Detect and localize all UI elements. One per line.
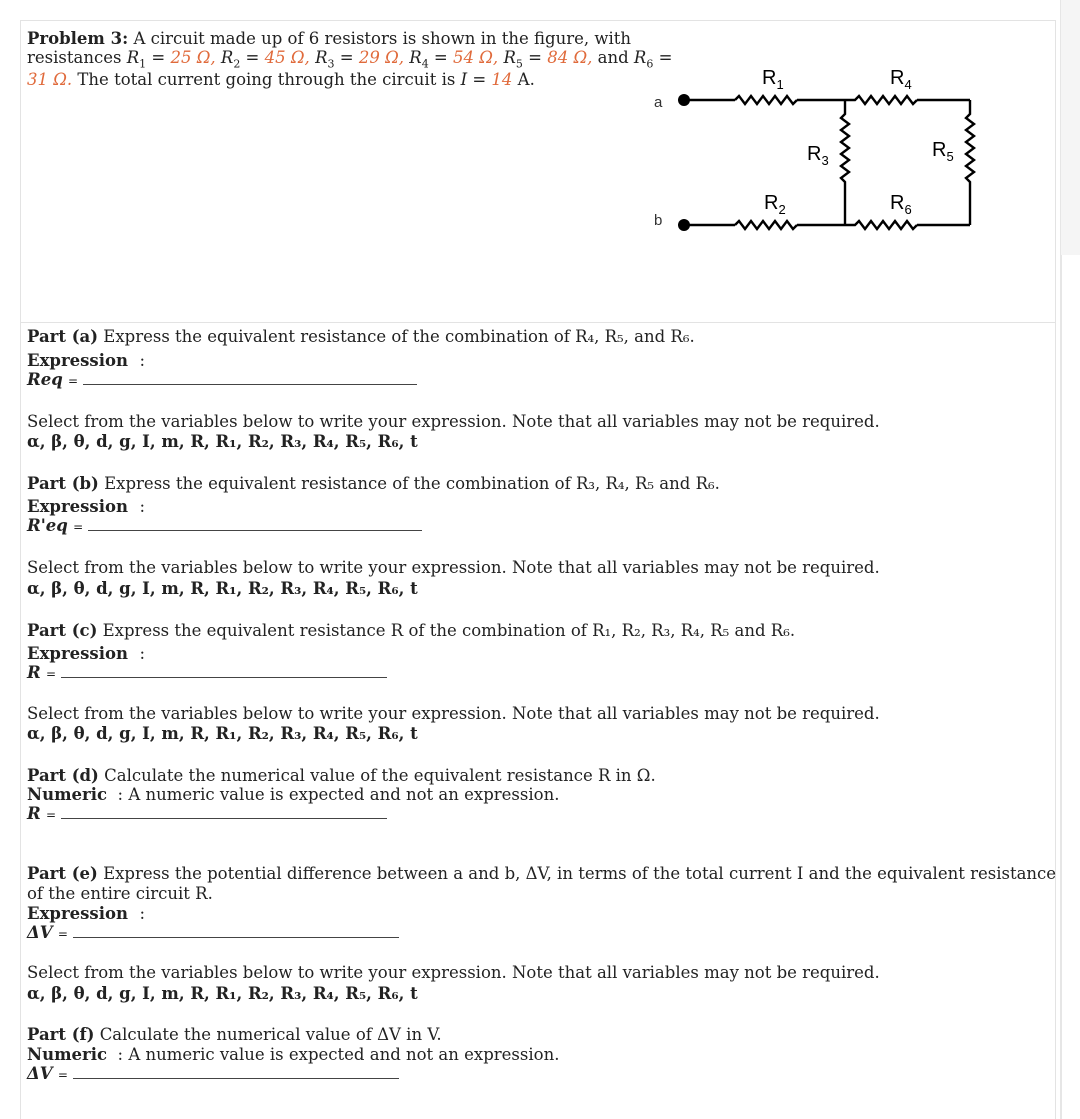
- part-d-question: Part (d) Calculate the numerical value of the equivalent resistance R in Ω.: [27, 766, 656, 785]
- resistor-r6: [845, 221, 917, 229]
- part-e-answer-row: ΔV =: [27, 922, 399, 945]
- part-a-note: Select from the variables below to write your expression. Note that all variables may not be required.: [27, 412, 880, 431]
- part-e-type: Expression :: [27, 904, 146, 923]
- node-a-label: a: [654, 94, 663, 111]
- problem-heading: Problem 3:: [27, 29, 129, 48]
- r4-label: $R_4$: [890, 67, 912, 92]
- resistor-r1: [735, 96, 797, 104]
- part-a-question: Part (a) Express the equivalent resistance of the combination of R₄, R₅, and R₆.: [27, 327, 695, 346]
- r3-label: $R_3$: [807, 143, 829, 168]
- r1-label: $R_1$: [762, 67, 784, 92]
- part-e-question-cont: of the entire circuit R.: [27, 884, 213, 903]
- resistor-r2: [735, 221, 797, 229]
- node-a-terminal: [678, 94, 690, 106]
- part-d-type: Numeric : A numeric value is expected and not an expression.: [27, 785, 560, 804]
- part-a-variables: α, β, θ, d, g, I, m, R, R₁, R₂, R₃, R₄, R₅, R₆, t: [27, 432, 418, 451]
- part-b-variables: α, β, θ, d, g, I, m, R, R₁, R₂, R₃, R₄, R₅, R₆, t: [27, 579, 418, 598]
- scrollbar-thumb[interactable]: [1061, 255, 1080, 1119]
- part-c-variables: α, β, θ, d, g, I, m, R, R₁, R₂, R₃, R₄, R₅, R₆, t: [27, 724, 418, 743]
- part-b-question: Part (b) Express the equivalent resistance of the combination of R₃, R₄, R₅ and R₆.: [27, 474, 720, 493]
- resistor-r4: [845, 96, 917, 104]
- part-b-answer-row: R'eq =: [27, 515, 422, 538]
- part-e-variables: α, β, θ, d, g, I, m, R, R₁, R₂, R₃, R₄, R₅, R₆, t: [27, 984, 418, 1003]
- part-e-note: Select from the variables below to write your expression. Note that all variables may not be required.: [27, 963, 880, 982]
- part-d-answer-field[interactable]: [61, 804, 387, 819]
- section-divider: [20, 322, 1056, 323]
- part-a-type: Expression :: [27, 351, 146, 370]
- part-e-question: Part (e) Express the potential difference between a and b, ΔV, in terms of the total current I and the equivalent resistance: [27, 864, 1057, 883]
- part-f-answer-row: ΔV =: [27, 1063, 399, 1086]
- part-c-note: Select from the variables below to write your expression. Note that all variables may not be required.: [27, 704, 880, 723]
- problem-line-2: resistances $R_1 = 25$ Ω, $R_2 = 45$ Ω, $R_3 = 29$ Ω, $R_4 = 54$ Ω, $R_5 = 84$ Ω, and $R_6$ =: [27, 48, 673, 71]
- r2-label: $R_2$: [764, 192, 786, 217]
- part-c-answer-field[interactable]: [61, 663, 387, 678]
- r5-label: $R_5$: [932, 139, 954, 164]
- circuit-diagram: [640, 62, 980, 242]
- r6-label: $R_6$: [890, 192, 912, 217]
- part-a-answer-row: Req =: [27, 369, 417, 392]
- node-b-terminal: [678, 219, 690, 231]
- resistor-r3: [841, 100, 849, 225]
- part-b-note: Select from the variables below to write your expression. Note that all variables may not be required.: [27, 558, 880, 577]
- part-a-answer-field[interactable]: [83, 370, 417, 385]
- node-b-label: b: [654, 212, 663, 229]
- problem-line-1: Problem 3: A circuit made up of 6 resistors is shown in the figure, with: [27, 29, 631, 48]
- part-c-answer-row: R =: [27, 662, 387, 685]
- part-c-type: Expression :: [27, 644, 146, 663]
- problem-line-3: 31 Ω. The total current going through the circuit is I = 14 A.: [27, 70, 535, 89]
- part-b-answer-field[interactable]: [88, 516, 422, 531]
- resistor-r5: [966, 100, 974, 225]
- part-b-type: Expression :: [27, 497, 146, 516]
- part-e-answer-field[interactable]: [73, 923, 399, 938]
- part-d-answer-row: R =: [27, 803, 387, 826]
- part-c-question: Part (c) Express the equivalent resistance R of the combination of R₁, R₂, R₃, R₄, R₅ and R₆.: [27, 621, 796, 640]
- part-f-question: Part (f) Calculate the numerical value of ΔV in V.: [27, 1025, 442, 1044]
- part-f-type: Numeric : A numeric value is expected and not an expression.: [27, 1045, 560, 1064]
- part-f-answer-field[interactable]: [73, 1064, 399, 1079]
